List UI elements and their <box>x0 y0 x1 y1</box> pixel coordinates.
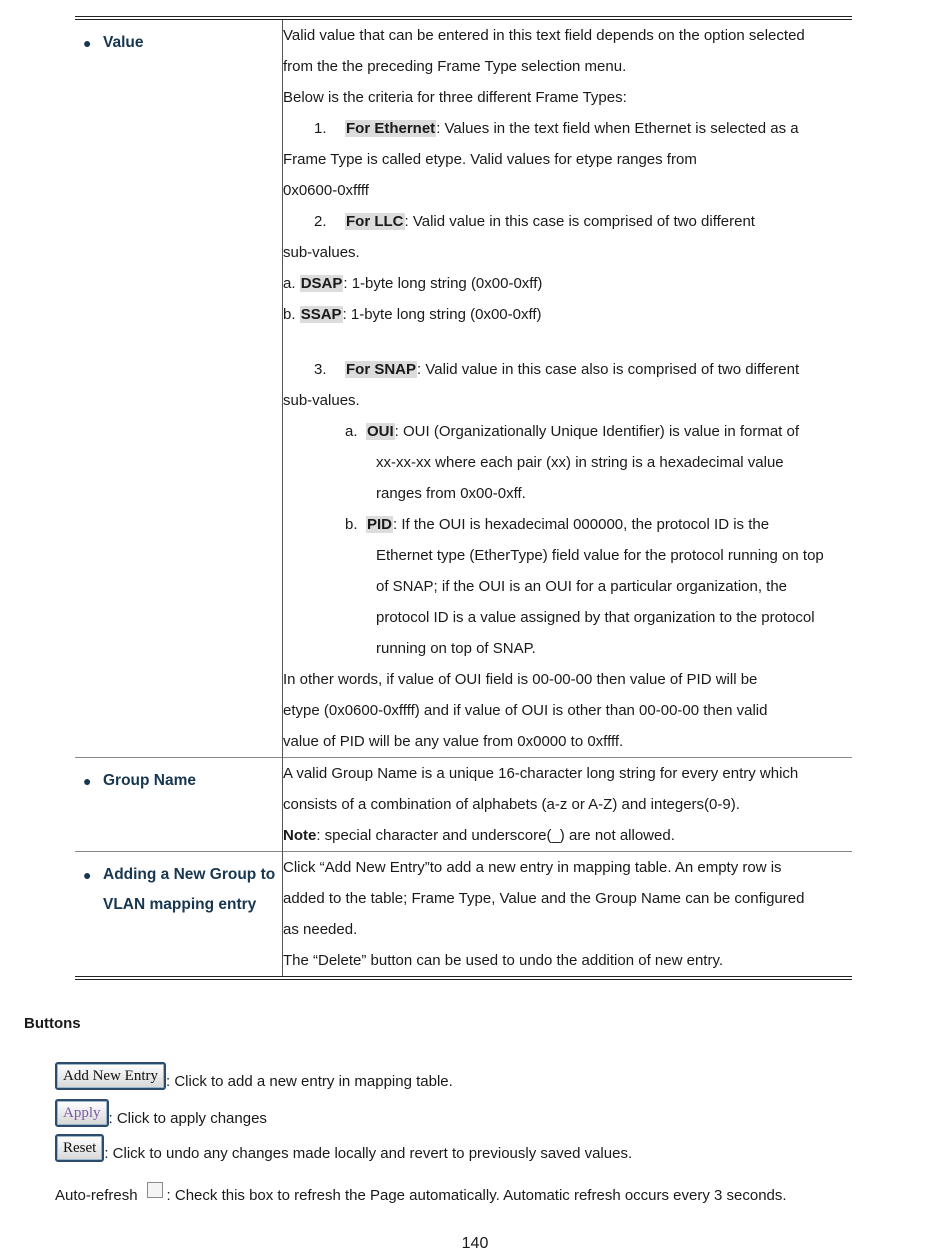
table-row-group-name <box>75 758 852 852</box>
table-row-adding-group <box>75 852 852 979</box>
auto-refresh-label: Auto-refresh <box>55 1187 138 1204</box>
list-item: 1. For Ethernet: Values in the text field when Ethernet is selected as a <box>314 120 799 137</box>
param-name: Adding a New Group to VLAN mapping entry <box>103 866 276 913</box>
sub-item: a. DSAP: 1-byte long string (0x00-0xff) <box>283 275 543 292</box>
add-new-entry-button[interactable]: Add New Entry <box>55 1062 166 1090</box>
buttons-heading: Buttons <box>24 1015 81 1032</box>
apply-button[interactable]: Apply <box>55 1099 109 1127</box>
param-description: Click “Add New Entry”to add a new entry in mapping table. An empty row is added to the table; Frame Type, Value and the Group Name can be configured as needed. The “Delete” button can be used to undo the addition of new entry. <box>283 852 853 979</box>
param-description: Valid value that can be entered in this text field depends on the option selected from the the preceding Frame Type selection menu. Below is the criteria for three different Frame Types: 1. For Ethernet: Values in the text field when Ethernet is selected as a Frame Type is called etype. Valid values for etype ranges from 0x0600-0xffff 2. For LLC: Valid value in this case is comprised of two different sub-values. a. DSAP: 1-byte long string (0x00-0xff) b. SSAP: 1-byte long string (0x00-0xff) 3. For SNAP: Valid value in this case also is comprised of two different sub-values. a. OUI: OUI (Organizationally Unique Identifier) is value in format of xx-xx-xx where each pair (xx) in string is a hexadecimal value ranges from 0x00-0xff. b. PID: If the OUI is hexadecimal 000000, the protocol ID is the Ethernet type (EtherType) field value for the protocol running on top of SNAP; if the OUI is an OUI for a particular organization, the protocol ID is a value assigned by that organization to the protocol running on top of SNAP. In other words, if value of OUI field is 00-00-00 then value of PID will be etype (0x0600-0xffff) and if value of OUI is other than 00-00-00 then valid value of PID will be any value from 0x0000 to 0xffff. <box>283 18 853 758</box>
parameter-table <box>75 16 852 980</box>
highlight-term: For LLC <box>346 213 404 230</box>
reset-line: Reset : Click to undo any changes made locally and revert to previously saved values. <box>55 1134 632 1162</box>
auto-refresh-checkbox[interactable] <box>147 1182 163 1198</box>
sub-item: b. SSAP: 1-byte long string (0x00-0xff) <box>283 306 542 323</box>
page-number: 140 <box>461 1235 489 1252</box>
reset-button[interactable]: Reset <box>55 1134 104 1162</box>
add-new-entry-line: Add New Entry : Click to add a new entry in mapping table. <box>55 1062 453 1090</box>
param-name: Value <box>103 34 144 51</box>
highlight-term: For Ethernet <box>346 120 436 137</box>
list-item: 3. For SNAP: Valid value in this case also is comprised of two different <box>314 361 800 378</box>
bullet-icon: ● <box>83 867 92 883</box>
table-row-value <box>75 18 852 758</box>
list-item: 2. For LLC: Valid value in this case is comprised of two different <box>314 213 755 230</box>
param-name: Group Name <box>103 772 197 789</box>
auto-refresh-line: Auto-refresh : Check this box to refresh the Page automatically. Automatic refresh occurs every 3 seconds. <box>55 1187 787 1204</box>
highlight-term: For SNAP <box>346 361 417 378</box>
sub-item: b. PID: If the OUI is hexadecimal 000000, the protocol ID is the Ethernet type (EtherType) field value for the protocol running on top of SNAP; if the OUI is an OUI for a particular organization, the protocol ID is a value assigned by that organization to the protocol running on top of SNAP. <box>345 516 824 657</box>
bullet-icon: ● <box>83 35 92 51</box>
param-description: A valid Group Name is a unique 16-character long string for every entry which consists of a combination of alphabets (a-z or A-Z) and integers(0-9). Note: special character and underscore(_) are not allowed. <box>283 758 853 852</box>
apply-line: Apply : Click to apply changes <box>55 1099 267 1127</box>
sub-item: a. OUI: OUI (Organizationally Unique Identifier) is value in format of xx-xx-xx where each pair (xx) in string is a hexadecimal value ranges from 0x00-0xff. <box>345 423 800 502</box>
bullet-icon: ● <box>83 773 92 789</box>
